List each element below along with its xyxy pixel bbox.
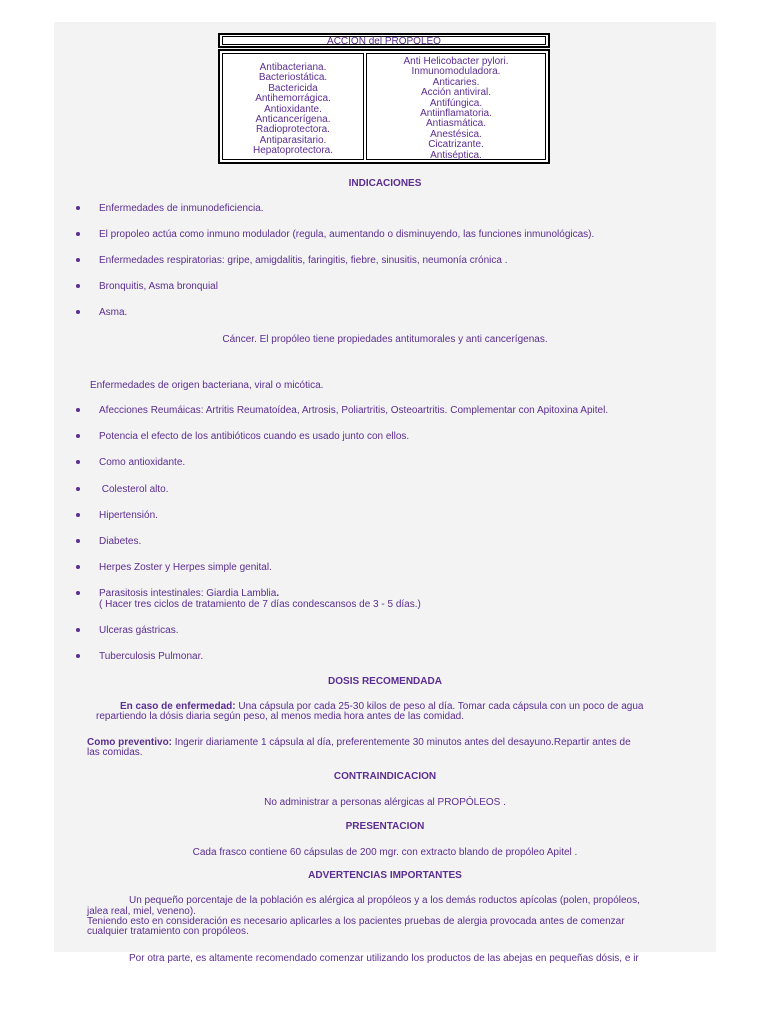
origen-text: Enfermedades de origen bacteriana, viral o micótica. (90, 380, 324, 391)
dosis-preventivo-line2: las comidas. (87, 747, 143, 758)
dosis-preventivo-label: Como preventivo: (87, 737, 173, 748)
list-item: Antiinflamatoria. (420, 108, 492, 120)
list-item: Anti Helicobacter pylori. (403, 56, 509, 67)
list-item: Inmunomoduladora. (411, 66, 501, 78)
list-item: Afecciones Reumáicas: Artritis Reumatoídea, Artrosis, Poliartritis, Osteoartritis. Complementar con Apitoxina Apitel. (99, 405, 609, 416)
bullet (76, 206, 80, 210)
parasitosis-text: Parasitosis intestinales: Giardia Lamblia (99, 588, 277, 599)
list-item: Anticancerígena. (255, 114, 331, 126)
advertencias-line: Teniendo esto en consideración es necesario aplicarles a los pacientes pruebas de alergia provocada antes de comenzar (87, 916, 625, 927)
list-item: Antiasmática. (425, 118, 487, 130)
list-item: Anestésica. (430, 128, 482, 140)
bullet (76, 434, 80, 438)
list-item: Bacteriostática. (258, 72, 328, 84)
list-item: Asma. (99, 307, 128, 318)
advertencias-line: Por otra parte, es altamente recomendado comenzar utilizando los productos de las abejas en pequeñas dósis, e ir (129, 953, 639, 964)
bullet (76, 513, 80, 517)
list-item: Antiséptica. (430, 149, 482, 161)
list-item: Bactericida (268, 82, 318, 94)
dosis-enfermedad-text: Una cápsula por cada 25-30 kilos de peso al día. Tomar cada cápsula con un poco de agua (235, 701, 644, 712)
advertencias-line: cualquier tratamiento con propóleos. (87, 926, 249, 937)
bullet (76, 539, 80, 543)
list-item: Potencia el efecto de los antibióticos cuando es usado junto con ellos. (99, 431, 410, 442)
dosis-preventivo-line1 (87, 737, 631, 748)
list-item: Bronquitis, Asma bronquial (99, 281, 218, 292)
list-item: Hepatoprotectora. (252, 145, 334, 157)
indicaciones-heading: INDICACIONES (348, 178, 422, 189)
bullet (76, 628, 80, 632)
accion-table (218, 49, 550, 164)
list-item: Anticaries. (432, 76, 480, 88)
table-title: ACCION del PROPOLEO (222, 36, 546, 45)
table-title-cell (218, 33, 550, 48)
bullet (76, 487, 80, 491)
bullet (76, 310, 80, 314)
dosis-enfermedad-line2: repartiendo la dósis diaria según peso, al menos media hora antes de las comidad. (96, 711, 464, 722)
bullet (76, 284, 80, 288)
list-item: Enfermedades de inmunodeficiencia. (99, 203, 264, 214)
list-item: El propoleo actúa como inmuno modulador (regula, aumentando o disminuyendo, las funciones inmunológicas). (99, 229, 595, 240)
dosis-enfermedad-label: En caso de enfermedad: (120, 701, 236, 712)
advertencias-line: Un pequeño porcentaje de la población es alérgica al propóleos y a los demás roductos apícolas (polen, propóleos, (129, 895, 640, 906)
list-item: Como antioxidante. (99, 457, 186, 468)
list-item: Tuberculosis Pulmonar. (99, 651, 204, 662)
parasitosis-dot: . (276, 588, 280, 599)
list-item: Ulceras gástricas. (99, 625, 179, 636)
list-item: Antihemorrágica. (255, 93, 331, 105)
contra-text: No administrar a personas alérgicas al PROPÓLEOS . (264, 797, 506, 808)
presentacion-text: Cada frasco contiene 60 cápsulas de 200 mgr. con extracto blando de propóleo Apitel . (192, 847, 578, 858)
contra-heading: CONTRAINDICACION (333, 771, 437, 782)
list-item (99, 588, 279, 599)
table-right-column (366, 53, 546, 160)
dosis-preventivo-text: Ingerir diariamente 1 cápsula al día, preferentemente 30 minutos antes del desayuno.Repartir antes de (172, 737, 631, 748)
advertencias-heading: ADVERTENCIAS IMPORTANTES (308, 870, 462, 881)
bullet (76, 654, 80, 658)
list-item: Antioxidante. (264, 103, 322, 115)
list-item: Antibacteriana. (259, 62, 327, 73)
bullet (76, 565, 80, 569)
list-item: Antifúngica. (429, 97, 483, 109)
list-item: Hipertensión. (99, 510, 158, 521)
cancer-text: Cáncer. El propóleo tiene propiedades antitumorales y anti cancerígenas. (222, 334, 548, 345)
bullet (76, 460, 80, 464)
bullet (76, 232, 80, 236)
presentacion-heading: PRESENTACION (345, 821, 425, 832)
list-item: Herpes Zoster y Herpes simple genital. (99, 562, 272, 573)
bullet (76, 258, 80, 262)
list-item: Colesterol alto. (99, 484, 169, 495)
list-item: Acción antiviral. (420, 87, 492, 99)
bullet (76, 591, 80, 595)
dosis-heading: DOSIS RECOMENDADA (328, 676, 442, 687)
list-item: Diabetes. (99, 536, 142, 547)
table-left-column (222, 53, 364, 160)
list-item: Antiparasitario. (259, 134, 327, 146)
parasitosis-note: ( Hacer tres ciclos de tratamiento de 7 días condescansos de 3 - 5 días.) (99, 599, 421, 610)
list-item: Cicatrizante. (428, 139, 484, 151)
list-item: Enfermedades respiratorias: gripe, amigdalitis, faringitis, fiebre, sinusitis, neumonía crónica . (99, 255, 508, 266)
list-item: Radioprotectora. (256, 124, 330, 136)
bullet (76, 408, 80, 412)
advertencias-line: jalea real, miel, veneno). (87, 906, 196, 917)
